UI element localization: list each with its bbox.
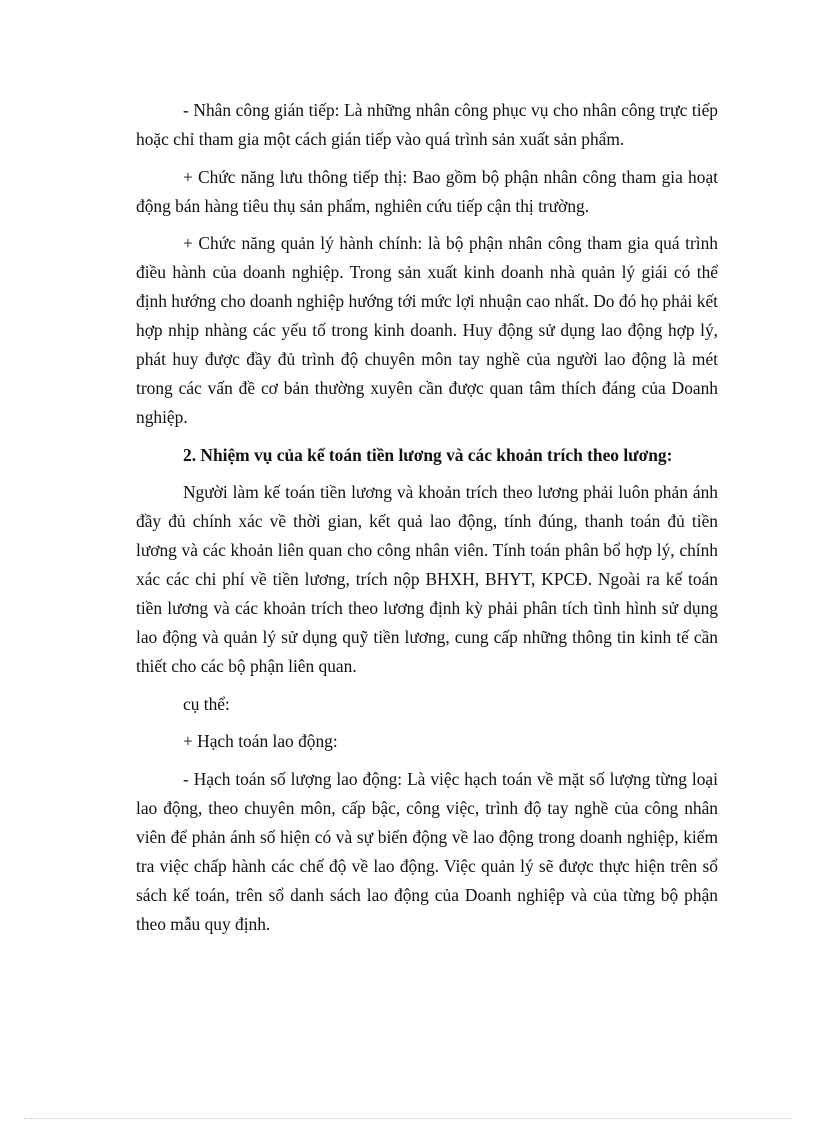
paragraph-accountant-duties: Người làm kế toán tiền lương và khoản trích theo lương phải luôn phản ánh đầy đủ chính xác về thời gian, kết quả lao động, tính đúng, thanh toán đủ tiền lương và các khoản liên quan cho công nhân viên. Tính toán phân bổ hợp lý, chính xác các chi phí về tiền lương, trích nộp BHXH, BHYT, KPCĐ. Ngoài ra kế toán tiền lương và các khoản trích theo lương định kỳ phải phân tích tình hình sử dụng lao động và quản lý sử dụng quỹ tiền lương, cung cấp những thông tin kinh tế cần thiết cho các bộ phận liên quan. <box>136 482 718 676</box>
paragraph-labor-accounting: + Hạch toán lao động: <box>183 731 338 751</box>
paragraph-specifically: cụ thể: <box>183 693 230 714</box>
section-heading: 2. Nhiệm vụ của kế toán tiền lương và các khoản trích theo lương: <box>183 444 673 465</box>
document-page <box>136 96 718 947</box>
page-bottom-divider <box>24 1118 792 1119</box>
paragraph-marketing-function: + Chức năng lưu thông tiếp thị: Bao gồm bộ phận nhân công tham gia hoạt động bán hàng tiêu thụ sản phẩm, nghiên cứu tiếp cận thị trường. <box>136 166 718 216</box>
paragraph-administrative-function: + Chức năng quản lý hành chính: là bộ phận nhân công tham gia quá trình điều hành của doanh nghiệp. Trong sản xuất kinh doanh nhà quản lý giái có thể định hướng cho doanh nghiệp hướng tới mức lợi nhuận cao nhất. Do đó họ phải kết hợp nhịp nhàng các yếu tố trong kinh doanh. Huy động sử dụng lao động hợp lý, phát huy được đầy đủ trình độ chuyên môn tay nghề của người lao động là mét trong các vấn đề cơ bản thường xuyên cần được quan tâm thích đáng của Doanh nghiệp. <box>136 233 718 427</box>
paragraph-indirect-labor: - Nhân công gián tiếp: Là những nhân công phục vụ cho nhân công trực tiếp hoặc chỉ tham gia một cách gián tiếp vào quá trình sản xuất sản phẩm. <box>136 100 718 149</box>
paragraph-labor-quantity: - Hạch toán số lượng lao động: Là việc hạch toán về mặt số lượng từng loại lao động, theo chuyên môn, cấp bậc, công việc, trình độ tay nghề của công nhân viên để phản ánh số hiện có và sự biến động về lao động trong doanh nghiệp, kiểm tra việc chấp hành các chế độ về lao động. Việc quản lý sẽ được thực hiện trên sổ sách kế toán, trên sổ danh sách lao động của Doanh nghiệp và của từng bộ phận theo mẫu quy định. <box>136 768 718 934</box>
